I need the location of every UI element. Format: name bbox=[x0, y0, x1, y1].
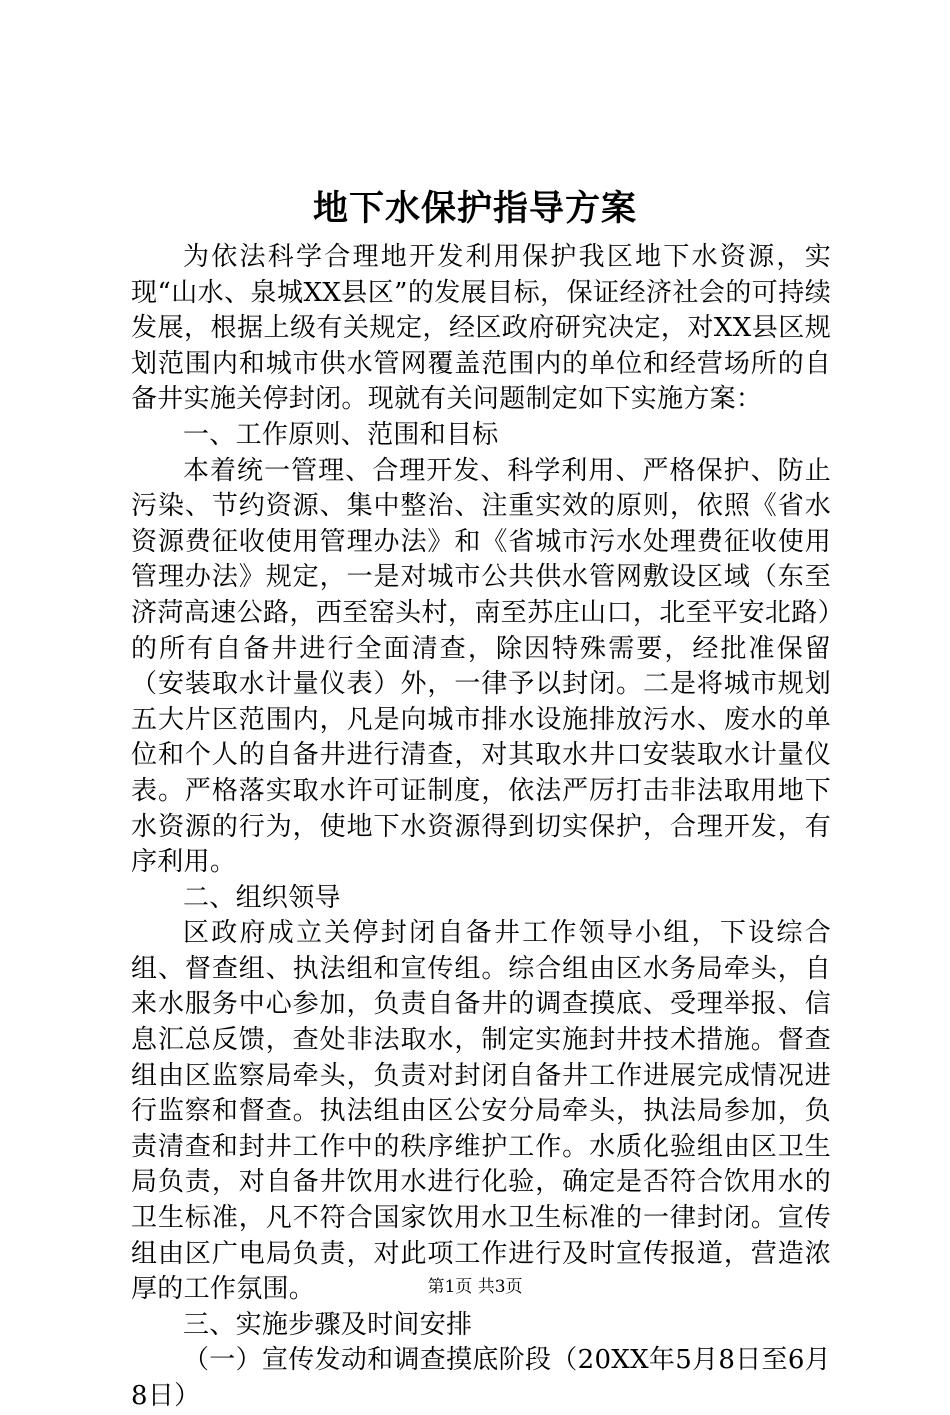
organization-paragraph: 区政府成立关停封闭自备井工作领导小组，下设综合组、督查组、执法组和宣传组。综合组由区水务局牵头，自来水服务中心参加，负责自备井的调查摸底、受理举报、信息汇总反馈，查处非法取水，制定实施封井技术措施。督查组由区监察局牵头，负责对封闭自备井工作进展完成情况进行监察和督查。执法组由区公安分局牵头，执法局参加，负责清查和封井工作中的秩序维护工作。水质化验组由区卫生局负责，对自备井饮用水进行化验，确定是否符合饮用水的卫生标准，凡不符合国家饮用水卫生标准的一律封闭。宣传组由区广电局负责，对此项工作进行及时宣传报道，营造浓厚的工作氛围。 bbox=[131, 918, 831, 1305]
document-body bbox=[131, 240, 831, 1415]
document-title: 地下水保护指导方案 bbox=[312, 189, 637, 229]
section-heading-steps: 三、实施步骤及时间安排 bbox=[183, 1309, 473, 1340]
step-one-heading: （一）宣传发动和调查摸底阶段（20XX年5月8日至6月8日） bbox=[131, 1345, 831, 1411]
section-heading-organization: 二、组织领导 bbox=[183, 882, 341, 913]
principles-paragraph: 本着统一管理、合理开发、科学利用、严格保护、防止污染、节约资源、集中整治、注重实效的原则，依照《省水资源费征收使用管理办法》和《省城市污水处理费征收使用管理办法》规定，一是对城市公共供水管网敷设区域（东至济菏高速公路，西至窑头村，南至苏庄山口，北至平安北路）的所有自备井进行全面清查，除因特殊需要，经批准保留（安装取水计量仪表）外，一律予以封闭。二是将城市规划五大片区范围内，凡是向城市排水设施排放污水、废水的单位和个人的自备井进行清查，对其取水井口安装取水计量仪表。严格落实取水许可证制度，依法严厉打击非法取用地下水资源的行为，使地下水资源得到切实保护，合理开发，有序利用。 bbox=[131, 455, 831, 878]
page-footer: 第1页 共3页 bbox=[427, 1277, 523, 1297]
intro-paragraph: 为依法科学合理地开发利用保护我区地下水资源，实现“山水、泉城XX县区”的发展目标，保证经济社会的可持续发展，根据上级有关规定，经区政府研究决定，对XX县区规划范围内和城市供水管网覆盖范围内的单位和经营场所的自备井实施关停封闭。现就有关问题制定如下实施方案： bbox=[131, 242, 831, 415]
section-heading-principles: 一、工作原则、范围和目标 bbox=[183, 419, 499, 450]
